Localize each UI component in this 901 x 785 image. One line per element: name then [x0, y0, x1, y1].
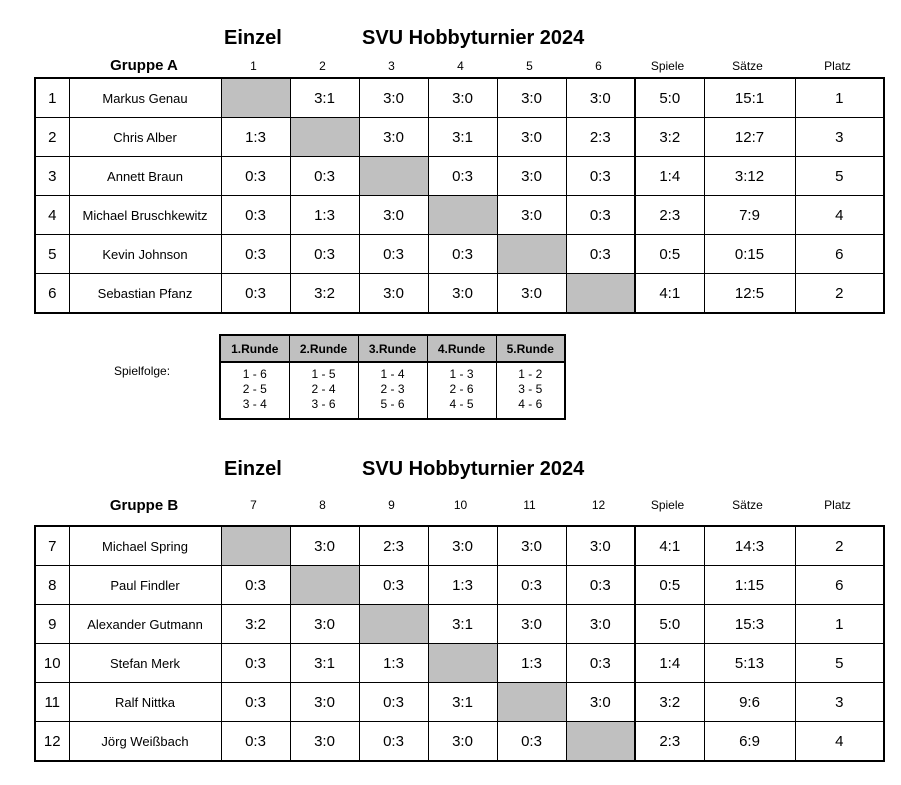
player-name: Paul Findler: [69, 566, 221, 605]
result-cell: 3:1: [428, 605, 497, 644]
result-cell: 0:3: [221, 644, 290, 683]
result-cell: 0:3: [566, 566, 635, 605]
row-number: 2: [35, 118, 69, 157]
diagonal-cell: [221, 526, 290, 566]
player-name: Markus Genau: [69, 78, 221, 118]
group-a-results-table: [34, 77, 885, 314]
result-cell: 3:0: [428, 78, 497, 118]
group-b-title-main: SVU Hobbyturnier 2024: [362, 458, 585, 480]
group-a-col-header: 2: [319, 59, 326, 73]
table-row: [35, 118, 884, 157]
result-cell: 0:3: [566, 235, 635, 274]
diagonal-cell: [290, 566, 359, 605]
row-number: 6: [35, 274, 69, 314]
result-cell: 3:0: [359, 274, 428, 314]
schedule-table: [219, 334, 566, 420]
spiele-cell: 3:2: [635, 683, 704, 722]
platz-cell: 6: [795, 235, 884, 274]
round-header: 2.Runde: [289, 335, 358, 362]
result-cell: 0:3: [290, 157, 359, 196]
result-cell: 3:0: [428, 526, 497, 566]
match-pairing: 2 - 4: [311, 382, 336, 396]
match-pairing: 2 - 3: [380, 382, 405, 396]
group-a-saetze-header: Sätze: [732, 59, 763, 73]
group-b-saetze-header: Sätze: [732, 498, 763, 512]
spiele-cell: 1:4: [635, 157, 704, 196]
saetze-cell: 0:15: [704, 235, 795, 274]
diagonal-cell: [497, 235, 566, 274]
spiele-cell: 5:0: [635, 605, 704, 644]
spiele-cell: 2:3: [635, 722, 704, 762]
round-header: 3.Runde: [358, 335, 427, 362]
result-cell: 3:0: [497, 196, 566, 235]
result-cell: 3:0: [497, 157, 566, 196]
match-pairing: 3 - 5: [518, 382, 543, 396]
result-cell: 0:3: [221, 274, 290, 314]
result-cell: 1:3: [290, 196, 359, 235]
group-b-col-header: 10: [453, 498, 468, 512]
group-a-col-header: 3: [388, 59, 395, 73]
table-row: [35, 566, 884, 605]
schedule-label: Spielfolge:: [114, 364, 171, 378]
result-cell: 3:0: [290, 526, 359, 566]
result-cell: 3:0: [359, 78, 428, 118]
diagonal-cell: [566, 274, 635, 314]
result-cell: 3:0: [566, 526, 635, 566]
result-cell: 0:3: [428, 157, 497, 196]
platz-cell: 3: [795, 118, 884, 157]
group-a-platz-header: Platz: [824, 59, 851, 73]
spiele-cell: 0:5: [635, 235, 704, 274]
row-number: 12: [35, 722, 69, 762]
result-cell: 3:0: [359, 196, 428, 235]
table-row: [35, 683, 884, 722]
diagonal-cell: [359, 157, 428, 196]
saetze-cell: 1:15: [704, 566, 795, 605]
platz-cell: 3: [795, 683, 884, 722]
table-row: [35, 235, 884, 274]
player-name: Michael Spring: [69, 526, 221, 566]
result-cell: 3:1: [290, 644, 359, 683]
result-cell: 0:3: [359, 722, 428, 762]
group-a-col-header: 4: [457, 59, 464, 73]
result-cell: 0:3: [359, 566, 428, 605]
result-cell: 0:3: [566, 157, 635, 196]
row-number: 7: [35, 526, 69, 566]
result-cell: 1:3: [428, 566, 497, 605]
saetze-cell: 3:12: [704, 157, 795, 196]
player-name: Michael Bruschkewitz: [69, 196, 221, 235]
result-cell: 3:0: [290, 722, 359, 762]
player-name: Ralf Nittka: [69, 683, 221, 722]
row-number: 1: [35, 78, 69, 118]
group-b-col-header: 12: [591, 498, 606, 512]
platz-cell: 1: [795, 78, 884, 118]
match-pairing: 4 - 5: [449, 397, 474, 411]
row-number: 4: [35, 196, 69, 235]
row-number: 8: [35, 566, 69, 605]
row-number: 9: [35, 605, 69, 644]
platz-cell: 2: [795, 274, 884, 314]
table-row: [35, 78, 884, 118]
result-cell: 0:3: [290, 235, 359, 274]
group-b-col-header: 7: [250, 498, 257, 512]
result-cell: 2:3: [359, 526, 428, 566]
saetze-cell: 14:3: [704, 526, 795, 566]
platz-cell: 5: [795, 644, 884, 683]
result-cell: 0:3: [221, 157, 290, 196]
saetze-cell: 5:13: [704, 644, 795, 683]
group-a-col-header: 6: [595, 59, 602, 73]
match-pairing: 1 - 2: [518, 367, 543, 381]
group-a-col-header: 1: [250, 59, 257, 73]
platz-cell: 6: [795, 566, 884, 605]
spiele-cell: 2:3: [635, 196, 704, 235]
result-cell: 3:0: [497, 526, 566, 566]
result-cell: 3:0: [290, 683, 359, 722]
diagonal-cell: [497, 683, 566, 722]
result-cell: 3:0: [428, 274, 497, 314]
round-matches: [358, 362, 427, 419]
match-pairing: 1 - 3: [449, 367, 474, 381]
result-cell: 3:0: [497, 605, 566, 644]
result-cell: 3:1: [290, 78, 359, 118]
row-number: 3: [35, 157, 69, 196]
player-name: Chris Alber: [69, 118, 221, 157]
saetze-cell: 15:1: [704, 78, 795, 118]
result-cell: 3:0: [566, 683, 635, 722]
platz-cell: 4: [795, 196, 884, 235]
result-cell: 3:0: [566, 605, 635, 644]
spiele-cell: 4:1: [635, 274, 704, 314]
player-name: Jörg Weißbach: [69, 722, 221, 762]
match-pairing: 4 - 6: [518, 397, 543, 411]
match-pairing: 5 - 6: [380, 397, 405, 411]
round-matches: [289, 362, 358, 419]
saetze-cell: 12:5: [704, 274, 795, 314]
result-cell: 3:0: [290, 605, 359, 644]
result-cell: 3:0: [497, 274, 566, 314]
result-cell: 0:3: [497, 566, 566, 605]
spiele-cell: 5:0: [635, 78, 704, 118]
platz-cell: 4: [795, 722, 884, 762]
result-cell: 3:2: [290, 274, 359, 314]
row-number: 10: [35, 644, 69, 683]
result-cell: 0:3: [359, 683, 428, 722]
saetze-cell: 6:9: [704, 722, 795, 762]
group-a-label: Gruppe A: [110, 57, 178, 74]
result-cell: 1:3: [359, 644, 428, 683]
group-b-col-header: 9: [388, 498, 395, 512]
row-number: 5: [35, 235, 69, 274]
diagonal-cell: [428, 196, 497, 235]
diagonal-cell: [359, 605, 428, 644]
saetze-cell: 15:3: [704, 605, 795, 644]
round-header: 1.Runde: [220, 335, 289, 362]
player-name: Alexander Gutmann: [69, 605, 221, 644]
round-matches: [496, 362, 565, 419]
match-pairing: 2 - 5: [242, 382, 267, 396]
result-cell: 3:0: [359, 118, 428, 157]
table-row: [35, 644, 884, 683]
group-b-title-left: Einzel: [224, 458, 282, 480]
diagonal-cell: [428, 644, 497, 683]
group-b-label: Gruppe B: [109, 497, 179, 514]
round-header: 4.Runde: [427, 335, 496, 362]
table-row: [35, 526, 884, 566]
match-pairing: 1 - 5: [311, 367, 336, 381]
diagonal-cell: [290, 118, 359, 157]
diagonal-cell: [221, 78, 290, 118]
player-name: Kevin Johnson: [69, 235, 221, 274]
table-row: [35, 722, 884, 762]
result-cell: 3:1: [428, 683, 497, 722]
group-b-results-table: [34, 525, 885, 762]
result-cell: 0:3: [221, 566, 290, 605]
table-row: [35, 274, 884, 314]
result-cell: 0:3: [566, 644, 635, 683]
group-b-col-header: 8: [319, 498, 326, 512]
result-cell: 3:0: [497, 78, 566, 118]
player-name: Sebastian Pfanz: [69, 274, 221, 314]
result-cell: 3:0: [428, 722, 497, 762]
group-b-spiele-header: Spiele: [650, 498, 685, 512]
group-b-platz-header: Platz: [824, 498, 851, 512]
platz-cell: 2: [795, 526, 884, 566]
platz-cell: 1: [795, 605, 884, 644]
result-cell: 0:3: [221, 196, 290, 235]
result-cell: 1:3: [497, 644, 566, 683]
group-a-title-left: Einzel: [224, 27, 282, 49]
result-cell: 0:3: [566, 196, 635, 235]
group-a-col-header: 5: [526, 59, 533, 73]
match-pairing: 3 - 6: [311, 397, 336, 411]
table-row: [35, 605, 884, 644]
table-row: [35, 196, 884, 235]
match-pairing: 1 - 6: [242, 367, 267, 381]
platz-cell: 5: [795, 157, 884, 196]
spiele-cell: 0:5: [635, 566, 704, 605]
result-cell: 3:0: [497, 118, 566, 157]
round-matches: [427, 362, 496, 419]
saetze-cell: 7:9: [704, 196, 795, 235]
match-pairing: 1 - 4: [380, 367, 405, 381]
group-a-title-main: SVU Hobbyturnier 2024: [362, 27, 585, 49]
spiele-cell: 3:2: [635, 118, 704, 157]
saetze-cell: 12:7: [704, 118, 795, 157]
diagonal-cell: [566, 722, 635, 762]
result-cell: 0:3: [221, 683, 290, 722]
round-matches: [220, 362, 289, 419]
spiele-cell: 4:1: [635, 526, 704, 566]
group-b-col-header: 11: [523, 498, 536, 512]
match-pairing: 3 - 4: [242, 397, 267, 411]
row-number: 11: [35, 683, 69, 722]
result-cell: 0:3: [497, 722, 566, 762]
result-cell: 3:1: [428, 118, 497, 157]
result-cell: 0:3: [359, 235, 428, 274]
result-cell: 0:3: [221, 235, 290, 274]
player-name: Stefan Merk: [69, 644, 221, 683]
result-cell: 2:3: [566, 118, 635, 157]
saetze-cell: 9:6: [704, 683, 795, 722]
result-cell: 3:2: [221, 605, 290, 644]
result-cell: 3:0: [566, 78, 635, 118]
player-name: Annett Braun: [69, 157, 221, 196]
spiele-cell: 1:4: [635, 644, 704, 683]
result-cell: 0:3: [428, 235, 497, 274]
table-row: [35, 157, 884, 196]
result-cell: 0:3: [221, 722, 290, 762]
round-header: 5.Runde: [496, 335, 565, 362]
group-a-spiele-header: Spiele: [650, 59, 685, 73]
match-pairing: 2 - 6: [449, 382, 474, 396]
result-cell: 1:3: [221, 118, 290, 157]
